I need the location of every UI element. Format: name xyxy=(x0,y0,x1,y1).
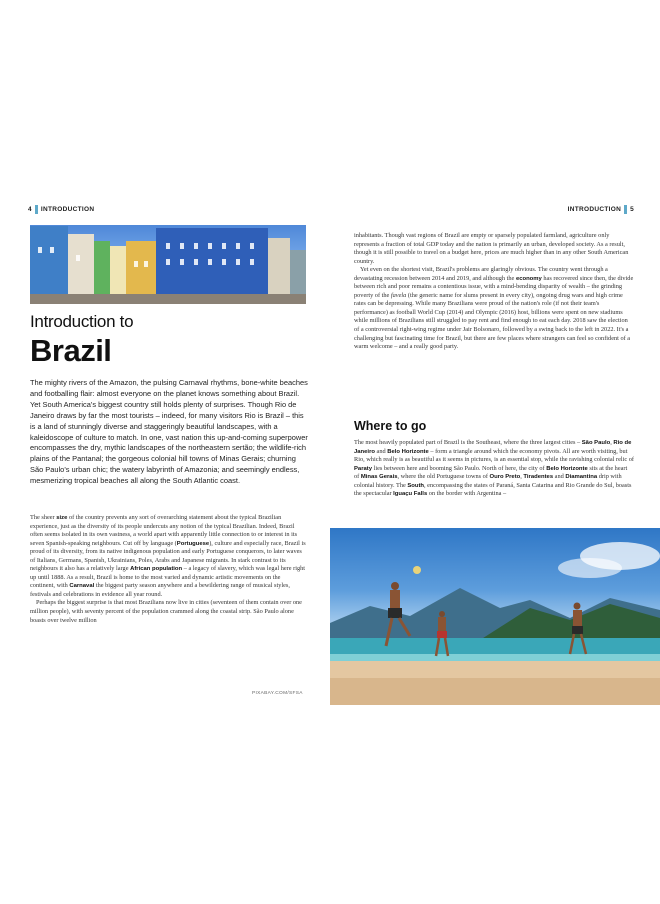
player-head xyxy=(439,611,445,617)
accent-bar xyxy=(624,205,627,214)
building-facade xyxy=(126,241,156,296)
building-facade xyxy=(68,234,94,296)
colonial-street-photo xyxy=(30,225,306,304)
keyword: Belo Horizonte xyxy=(387,448,429,455)
window xyxy=(180,259,184,265)
window xyxy=(50,247,54,253)
window xyxy=(236,243,240,249)
keyword: Tiradentes xyxy=(523,474,554,481)
beach-football-photo xyxy=(330,528,660,705)
keyword: economy xyxy=(515,275,542,282)
keyword: South xyxy=(407,482,425,489)
beach-scene-illustration xyxy=(330,528,660,705)
running-head-left xyxy=(28,205,306,219)
body-text-right xyxy=(354,232,634,352)
keyword: Diamantina xyxy=(565,474,598,481)
cloud xyxy=(558,558,622,578)
body-paragraph: Perhaps the biggest surprise is that most Brazilians now live in cities (seventeen of them contain over one million people), with seventy percent of the population crammed along the coastal strip. São Paulo alone boasts over twelve million xyxy=(30,599,302,624)
body-paragraph: inhabitants. Though vast regions of Brazil are empty or sparsely populated farmland, agriculture only represents a fraction of total GDP today and the nation is primarily an urban, developed society. As a result, though it is still possible to travel on a budget here, prices are much higher than in any other South American country. xyxy=(354,232,629,265)
keyword-italic: favela xyxy=(390,291,407,299)
keyword: São Paulo xyxy=(581,440,611,446)
body-paragraph: Yet even on the shortest visit, Brazil's problems are glaringly obvious. The country went through a devastating recession between 2014 and 2019, and although the economy has recovered since then, the divide between rich and poor remains a contentious issue, with a mind-bending disparity of wealth – the grinding poverty of the favela (the generic name for slums present in every city), ongoing drug wars and high crime rates can be depressing. While many Brazilians were proud of the nation's role (if not their team's performance) as football World Cup (2014) and Olympic (2016) host, billions were spent on new stadiums while millions of Brazilians still struggled to pay rent and find enough to eat each day. 2018 saw the election of a controversial right-wing regime under Jair Bolsonaro, followed by a swing back to the left in 2022. It's a challenging but fascinating time for Brazil, but there are few places where strangers can feel so confident of a warm welcome – and a really good party. xyxy=(354,266,634,351)
player-shorts xyxy=(388,608,402,618)
football xyxy=(413,566,421,574)
player-head xyxy=(574,603,581,610)
body-paragraph: The most heavily populated part of Brazil is the Southeast, where the three largest cities – São Paulo, Rio de Janeiro and Belo Horizonte – form a triangle around which the economy pivots. All are worth visiting, but Rio, which really is as beautiful as it seems in pictures, is an essential stop, while the ravishing colonial relic of Paraty lies between here and booming São Paulo. North of here, the city of Belo Horizonte sits at the heart of Minas Gerais, where the old Portuguese towns of Ouro Preto, Tiradentes and Diamantina drip with colonial history. The South, encompassing the states of Paraná, Santa Catarina and Rio Grande do Sul, boasts the spectacular Iguaçu Falls on the border with Argentina – xyxy=(354,439,634,498)
keyword: Portuguese xyxy=(176,540,210,547)
page-number: 5 xyxy=(630,206,634,214)
building-facade xyxy=(110,246,126,296)
window xyxy=(76,255,80,261)
page-number: 4 xyxy=(28,206,32,214)
window xyxy=(180,243,184,249)
window xyxy=(208,243,212,249)
street xyxy=(30,294,306,304)
window xyxy=(166,243,170,249)
keyword: size xyxy=(56,515,68,521)
keyword: Paraty xyxy=(354,465,373,472)
keyword: Belo Horizonte xyxy=(546,465,588,472)
window xyxy=(134,261,138,267)
window xyxy=(236,259,240,265)
window xyxy=(166,259,170,265)
player-torso xyxy=(438,617,446,631)
heading-where-to-go: Where to go xyxy=(354,419,427,433)
window xyxy=(38,247,42,253)
window xyxy=(144,261,148,267)
keyword: Iguaçu Falls xyxy=(393,491,428,498)
player-head xyxy=(391,582,399,590)
player-torso xyxy=(573,610,582,626)
running-head-title: INTRODUCTION xyxy=(567,206,622,214)
shoreline xyxy=(330,654,660,662)
lead-paragraph: The mighty rivers of the Amazon, the pulsing Carnaval rhythms, bone-white beaches and footballing flair: almost everyone on the planet knows something about Brazil. Yet South America's biggest country still holds plenty of surprises. Though Rio de Janeiro draws by far the most tourists – indeed, for many visitors Rio is Brazil – this is a land of stunningly diverse and staggeringly beautiful landscapes, with a kaleidoscope of culture to match. In one, vast nation this up-and-coming superpower encompasses the dry, mythic landscapes of the northeastern sertão; the wildlife-rich plains of the Pantanal; the gorgeous colonial hill towns of Minas Gerais; churning São Paulo's urban chic; the watery labyrinth of Amazonia; and seemingly endless, mesmerizing tropical beaches all along the South Atlantic coast. xyxy=(30,378,308,486)
player-shorts xyxy=(437,631,447,638)
window xyxy=(208,259,212,265)
building-facade xyxy=(94,241,110,296)
building-facade xyxy=(268,238,290,296)
running-head-right xyxy=(354,205,634,219)
window xyxy=(250,259,254,265)
window xyxy=(194,243,198,249)
building-facade xyxy=(290,250,306,296)
heading-brazil: Brazil xyxy=(30,333,112,368)
player-torso xyxy=(390,590,400,608)
window xyxy=(250,243,254,249)
window xyxy=(222,259,226,265)
wet-sand xyxy=(330,678,660,705)
window xyxy=(194,259,198,265)
left-page xyxy=(28,205,306,705)
player-shorts xyxy=(572,626,583,634)
keyword: African population xyxy=(130,566,183,573)
body-text-left xyxy=(30,514,306,625)
keyword: Minas Gerais xyxy=(360,474,398,481)
body-paragraph: The sheer size of the country prevents any sort of overarching statement about the typical Brazilian experience, just as the diversity of its people undercuts any notion of the typical Brazilian. Indeed, Brazil often seems isolated in its own vastness, a world apart with apparently little connection to or interest in its seven Spanish-speaking neighbours. Cut off by language (Portuguese), culture and especially race, Brazil is proud of its diversity, from its native indigenous population and early Portuguese conquerors, to later waves of Italians, Germans, Spanish, Ukrainians, Poles, Arabs and Japanese migrants. In stark contrast to its neighbours it also has a relatively large African population – a legacy of slavery, which was legal here right up until 1888. As a result, Brazil is home to the most varied and dynamic artistic movements on the continent, with Carnaval the biggest party season anywhere and a bewildering range of musical styles, festivals and celebrations in evidence all year round. xyxy=(30,514,306,598)
keyword: Carnaval xyxy=(69,583,95,590)
accent-bar xyxy=(35,205,38,214)
photo-credit: PIXABAY.COM/SFSA xyxy=(252,691,303,696)
where-to-go-text xyxy=(354,439,634,499)
keyword: Rio de Janeiro xyxy=(354,440,632,455)
keyword: Ouro Preto xyxy=(489,474,521,481)
running-head-title: INTRODUCTION xyxy=(40,206,95,214)
window xyxy=(222,243,226,249)
heading-intro: Introduction to xyxy=(30,312,134,331)
building-facade xyxy=(30,226,68,296)
